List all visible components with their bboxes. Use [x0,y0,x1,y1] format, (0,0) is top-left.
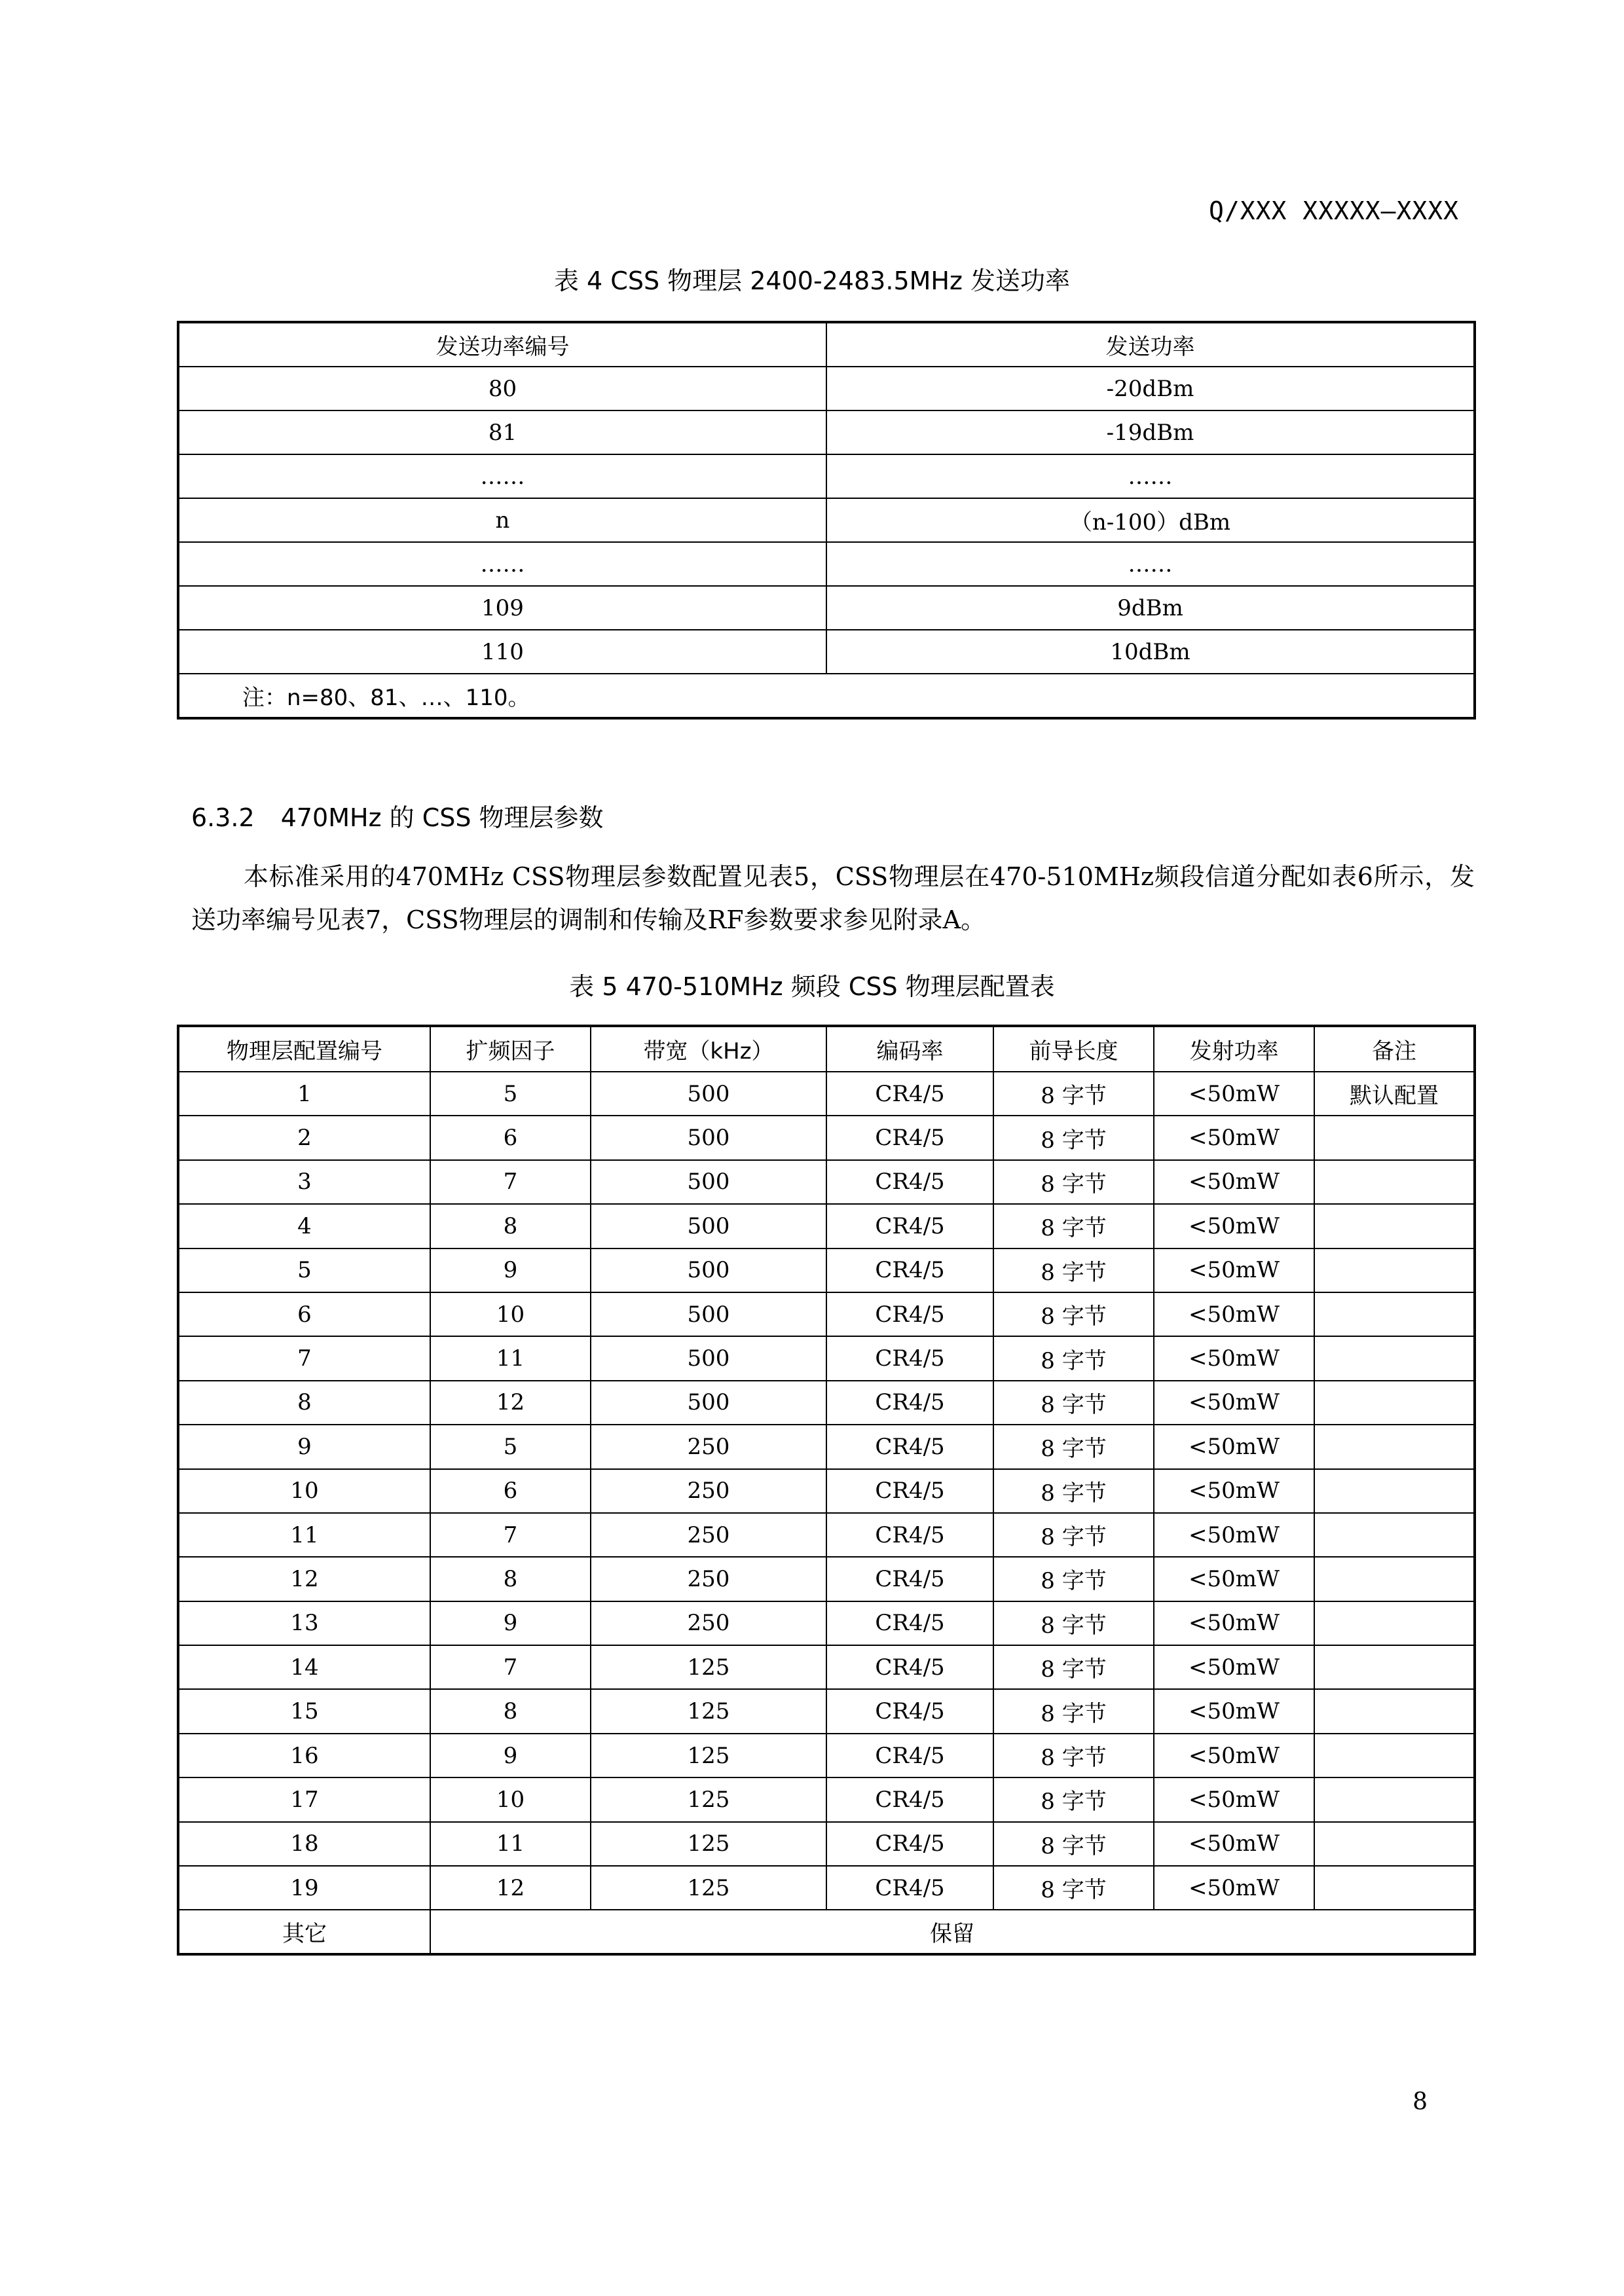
section-title: 470MHz 的 CSS 物理层参数 [280,803,604,832]
page-number: 8 [1412,2088,1428,2115]
table5-cell: <50mW [1154,1645,1314,1689]
table5-cell: 7 [430,1160,591,1204]
table5-cell: 12 [178,1557,430,1601]
table4-cell: -19dBm [826,410,1475,454]
table5-cell: 8 字节 [993,1336,1154,1380]
table5-cell: CR4/5 [826,1601,993,1645]
table4-cell: …… [178,454,826,498]
table4-row [178,454,1475,498]
table5-remark-cell [1314,1292,1475,1336]
table5-header-cell: 带宽（kHz） [591,1026,826,1072]
table4-cell: -20dBm [826,367,1475,410]
table5-cell: CR4/5 [826,1866,993,1910]
section-heading [191,797,604,833]
table5-row [178,1248,1475,1292]
table4-cell: …… [826,454,1475,498]
table5-cell: 13 [178,1601,430,1645]
table5-cell: 7 [430,1645,591,1689]
table5-remark-cell [1314,1557,1475,1601]
table5-header-cell: 扩频因子 [430,1026,591,1072]
table5-cell: CR4/5 [826,1160,993,1204]
table5-cell: 500 [591,1160,826,1204]
table4-cell: 80 [178,367,826,410]
table5-cell: 15 [178,1689,430,1733]
table5-cell: 19 [178,1866,430,1910]
table5-cell: 9 [430,1734,591,1777]
table5-cell: 250 [591,1513,826,1557]
table5-remark-cell [1314,1204,1475,1248]
table5-cell: <50mW [1154,1381,1314,1425]
table4-row [178,498,1475,542]
table5-cell: 5 [430,1072,591,1116]
body-paragraph: 本标准采用的470MHz CSS物理层参数配置见表5，CSS物理层在470-510MHz频段信道分配如表6所示，发送功率编号见表7，CSS物理层的调制和传输及RF参数要求参见附录A。 [191,862,1475,934]
table5-remark-cell: 默认配置 [1314,1072,1475,1116]
table5-cell: 17 [178,1777,430,1821]
table5-cell: 11 [178,1513,430,1557]
table5-row [178,1557,1475,1601]
table5-cell: 8 字节 [993,1469,1154,1513]
table5-cell: 8 字节 [993,1777,1154,1821]
table5-row [178,1204,1475,1248]
table4-header-cell: 发送功率编号 [178,322,826,367]
table5-cell: 8 字节 [993,1645,1154,1689]
table4-header-row [178,322,1475,367]
table5-cell: 9 [430,1248,591,1292]
table5-row [178,1292,1475,1336]
table5-cell: <50mW [1154,1292,1314,1336]
table5-cell: <50mW [1154,1513,1314,1557]
table4-note: 注：n=80、81、…、110。 [178,674,1475,718]
table5-remark-cell [1314,1777,1475,1821]
table5-cell: CR4/5 [826,1116,993,1159]
document-code: Q/XXX XXXXX—XXXX [1208,196,1459,225]
table5-cell: <50mW [1154,1469,1314,1513]
table5-cell: 8 字节 [993,1513,1154,1557]
table5-remark-cell [1314,1734,1475,1777]
table5-cell: <50mW [1154,1601,1314,1645]
table5-cell: <50mW [1154,1072,1314,1116]
table5-cell: 8 [430,1557,591,1601]
table5-cell: CR4/5 [826,1734,993,1777]
table5-header-cell: 编码率 [826,1026,993,1072]
table5-cell: 125 [591,1689,826,1733]
table5-cell: CR4/5 [826,1777,993,1821]
table5-cell: 2 [178,1116,430,1159]
table4-row [178,367,1475,410]
table5-cell: CR4/5 [826,1645,993,1689]
table5-cell: 250 [591,1601,826,1645]
table5-cell: <50mW [1154,1557,1314,1601]
table5-cell: <50mW [1154,1866,1314,1910]
table5-cell: CR4/5 [826,1513,993,1557]
table4-row [178,410,1475,454]
table5-remark-cell [1314,1116,1475,1159]
table5-cell: 250 [591,1425,826,1468]
table5-remark-cell [1314,1689,1475,1733]
table5-cell: 8 字节 [993,1292,1154,1336]
table5-cell: 6 [430,1469,591,1513]
table5-cell: 18 [178,1822,430,1866]
table5-row [178,1866,1475,1910]
table5-cell: 250 [591,1469,826,1513]
table5-cell: CR4/5 [826,1381,993,1425]
table4-cell: 81 [178,410,826,454]
table5-cell: CR4/5 [826,1689,993,1733]
table5-cell: <50mW [1154,1160,1314,1204]
table5-cell: 1 [178,1072,430,1116]
table5-cell: 12 [430,1866,591,1910]
table5-row [178,1777,1475,1821]
table5-remark-cell [1314,1336,1475,1380]
table5-cell: 5 [430,1425,591,1468]
table5-cell: 8 [430,1689,591,1733]
table4-cell: 10dBm [826,630,1475,674]
table5-row [178,1689,1475,1733]
table5-header-cell: 物理层配置编号 [178,1026,430,1072]
table5-other-label: 其它 [178,1910,430,1954]
table5-cell: 125 [591,1734,826,1777]
table5-cell: 500 [591,1248,826,1292]
table5-remark-cell [1314,1513,1475,1557]
table4-cell: 109 [178,586,826,630]
table5-cell: 125 [591,1645,826,1689]
table5-row [178,1072,1475,1116]
table5-cell: CR4/5 [826,1072,993,1116]
table5-cell: <50mW [1154,1822,1314,1866]
table5-cell: 500 [591,1116,826,1159]
table5-caption: 表 5 470-510MHz 频段 CSS 物理层配置表 [569,972,1055,1001]
table5-cell: 16 [178,1734,430,1777]
table4-row [178,630,1475,674]
table5-cell: <50mW [1154,1336,1314,1380]
table5-header-row [178,1026,1475,1072]
table5-cell: 6 [430,1116,591,1159]
table5-cell: 10 [430,1777,591,1821]
table5-cell: 8 字节 [993,1116,1154,1159]
table5-cell: CR4/5 [826,1822,993,1866]
table5-row [178,1601,1475,1645]
table5-cell: <50mW [1154,1734,1314,1777]
table5-cell: 8 字节 [993,1160,1154,1204]
table5-cell: 7 [430,1513,591,1557]
table4 [177,321,1476,720]
table5-row [178,1336,1475,1380]
table5-cell: 8 字节 [993,1204,1154,1248]
table5-cell: CR4/5 [826,1292,993,1336]
table5-cell: CR4/5 [826,1557,993,1601]
table4-cell: …… [178,542,826,586]
section-number: 6.3.2 [191,803,255,832]
table4-caption: 表 4 CSS 物理层 2400-2483.5MHz 发送功率 [553,266,1071,295]
table5-remark-cell [1314,1866,1475,1910]
table5-cell: 10 [178,1469,430,1513]
table5-remark-cell [1314,1601,1475,1645]
table5-cell: 500 [591,1204,826,1248]
table5-row [178,1822,1475,1866]
table4-row [178,542,1475,586]
table5-cell: 500 [591,1072,826,1116]
table4-note-row [178,674,1475,718]
table5-header-cell: 发射功率 [1154,1026,1314,1072]
table5-cell: 8 字节 [993,1248,1154,1292]
table4-cell: 9dBm [826,586,1475,630]
table5-row [178,1645,1475,1689]
table4-cell: 110 [178,630,826,674]
table5-cell: 5 [178,1248,430,1292]
table5-remark-cell [1314,1645,1475,1689]
table5-remark-cell [1314,1381,1475,1425]
table5-cell: CR4/5 [826,1469,993,1513]
table5-cell: 8 字节 [993,1689,1154,1733]
table5-cell: <50mW [1154,1689,1314,1733]
table5-cell: CR4/5 [826,1425,993,1468]
table5-row [178,1469,1475,1513]
table4-header-cell: 发送功率 [826,322,1475,367]
table4-cell: …… [826,542,1475,586]
table5-cell: 9 [178,1425,430,1468]
table5-remark-cell [1314,1469,1475,1513]
table5-cell: 12 [430,1381,591,1425]
table5-cell: 500 [591,1336,826,1380]
table5-remark-cell [1314,1248,1475,1292]
table5-cell: 9 [430,1601,591,1645]
table5-cell: 8 字节 [993,1557,1154,1601]
table5-reserved-value: 保留 [430,1910,1475,1954]
table5-cell: 125 [591,1866,826,1910]
table4-cell: n [178,498,826,542]
table5-cell: <50mW [1154,1116,1314,1159]
table5-remark-cell [1314,1822,1475,1866]
table5-cell: 125 [591,1822,826,1866]
table5 [177,1025,1476,1956]
table4-cell: （n-100）dBm [826,498,1475,542]
table5-cell: 11 [430,1336,591,1380]
table5-cell: 8 [430,1204,591,1248]
table5-cell: <50mW [1154,1777,1314,1821]
table5-cell: 10 [430,1292,591,1336]
table5-cell: 8 字节 [993,1734,1154,1777]
table5-cell: <50mW [1154,1248,1314,1292]
table5-cell: 6 [178,1292,430,1336]
table5-cell: 8 字节 [993,1601,1154,1645]
table5-cell: 8 字节 [993,1866,1154,1910]
table5-cell: CR4/5 [826,1336,993,1380]
table5-cell: 250 [591,1557,826,1601]
table5-cell: <50mW [1154,1425,1314,1468]
table5-cell: 8 字节 [993,1381,1154,1425]
table5-row [178,1425,1475,1468]
table5-remark-cell [1314,1425,1475,1468]
table5-row [178,1381,1475,1425]
table5-cell: 3 [178,1160,430,1204]
table5-cell: 11 [430,1822,591,1866]
table5-header-cell: 前导长度 [993,1026,1154,1072]
table5-header-cell: 备注 [1314,1026,1475,1072]
table5-row [178,1513,1475,1557]
table5-cell: 500 [591,1292,826,1336]
table5-cell: 8 字节 [993,1425,1154,1468]
table5-cell: CR4/5 [826,1204,993,1248]
table5-cell: 8 字节 [993,1822,1154,1866]
table4-row [178,586,1475,630]
table5-remark-cell [1314,1160,1475,1204]
table5-cell: 125 [591,1777,826,1821]
table5-cell: 4 [178,1204,430,1248]
table5-row [178,1116,1475,1159]
table5-cell: CR4/5 [826,1248,993,1292]
table5-other-row [178,1910,1475,1954]
table5-cell: 8 字节 [993,1072,1154,1116]
table5-cell: 7 [178,1336,430,1380]
table5-cell: 14 [178,1645,430,1689]
table5-row [178,1734,1475,1777]
table5-cell: <50mW [1154,1204,1314,1248]
table5-cell: 500 [591,1381,826,1425]
table5-row [178,1160,1475,1204]
table5-cell: 8 [178,1381,430,1425]
